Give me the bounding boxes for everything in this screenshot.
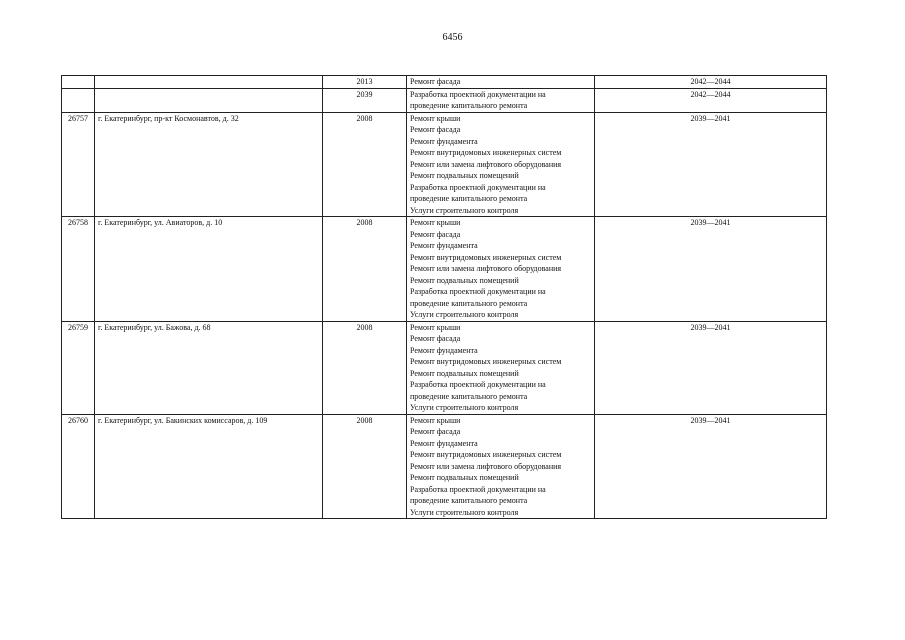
year-cell: 2008 xyxy=(323,414,407,519)
work-item: Ремонт крыши xyxy=(410,322,461,332)
work-item: Ремонт или замена лифтового оборудования xyxy=(410,461,562,471)
table-row xyxy=(62,414,827,519)
work-item: Ремонт крыши xyxy=(410,113,461,123)
work-item: Разработка проектной документации на xyxy=(410,484,546,494)
work-item: Ремонт фундамента xyxy=(410,438,478,448)
work-item: Ремонт фасада xyxy=(410,229,461,239)
year-cell: 2039 xyxy=(323,88,407,112)
work-item: Разработка проектной документации на xyxy=(410,89,546,99)
work-item: проведение капитального ремонта xyxy=(410,496,528,505)
work-item: Разработка проектной документации на xyxy=(410,182,546,192)
building-id-cell: 26758 xyxy=(62,217,95,322)
work-item: Ремонт фасада xyxy=(410,427,461,436)
work-item: Ремонт подвальных помещений xyxy=(410,368,519,378)
page-number: 6456 xyxy=(442,32,463,43)
work-item: Ремонт крыши xyxy=(410,415,461,425)
address-cell xyxy=(95,76,323,89)
year-cell: 2008 xyxy=(323,321,407,414)
address-cell: г. Екатеринбург, ул. Бакинских комиссаров, д. 109 xyxy=(95,414,323,519)
work-item: Ремонт или замена лифтового оборудования xyxy=(410,159,562,169)
building-id-cell: 26759 xyxy=(62,321,95,414)
work-item: Ремонт внутридомовых инженерных систем xyxy=(410,148,562,157)
address-cell xyxy=(95,88,323,112)
work-item: проведение капитального ремонта xyxy=(410,391,528,401)
table-body xyxy=(62,76,827,519)
work-item: проведение капитального ремонта xyxy=(410,298,528,308)
works-cell xyxy=(407,321,595,414)
works-cell xyxy=(407,76,595,89)
work-item: Ремонт внутридомовых инженерных систем xyxy=(410,450,562,459)
works-cell xyxy=(407,112,595,217)
work-item: Ремонт фасада xyxy=(410,77,461,86)
work-item: Ремонт внутридомовых инженерных систем xyxy=(410,357,562,366)
table-row xyxy=(62,76,827,89)
period-cell: 2039—2041 xyxy=(595,414,827,519)
work-item: Услуги строительного контроля xyxy=(410,403,519,412)
building-id-cell xyxy=(62,88,95,112)
works-cell xyxy=(407,217,595,322)
year-cell: 2008 xyxy=(323,217,407,322)
year-cell: 2008 xyxy=(323,112,407,217)
work-item: Ремонт фундамента xyxy=(410,241,478,250)
table-row xyxy=(62,217,827,322)
work-item: Ремонт фундамента xyxy=(410,136,478,146)
year-cell: 2013 xyxy=(323,76,407,89)
work-item: Ремонт или замена лифтового оборудования xyxy=(410,264,562,273)
work-item: Ремонт внутридомовых инженерных систем xyxy=(410,252,562,262)
period-cell: 2039—2041 xyxy=(595,112,827,217)
address-cell: г. Екатеринбург, ул. Бажова, д. 68 xyxy=(95,321,323,414)
work-item: Ремонт подвальных помещений xyxy=(410,473,519,482)
period-cell: 2039—2041 xyxy=(595,217,827,322)
work-item: Ремонт фасада xyxy=(410,334,461,343)
work-item: Услуги строительного контроля xyxy=(410,507,519,517)
capital-repair-table xyxy=(61,75,827,519)
works-cell xyxy=(407,414,595,519)
work-item: Услуги строительного контроля xyxy=(410,205,519,215)
table-row xyxy=(62,321,827,414)
period-cell: 2042—2044 xyxy=(595,76,827,89)
building-id-cell xyxy=(62,76,95,89)
period-cell: 2039—2041 xyxy=(595,321,827,414)
work-item: проведение капитального ремонта xyxy=(410,194,528,203)
work-item: Разработка проектной документации на xyxy=(410,380,546,389)
work-item: Услуги строительного контроля xyxy=(410,310,519,319)
work-item: проведение капитального ремонта xyxy=(410,101,528,110)
work-item: Ремонт фасада xyxy=(410,125,461,134)
address-cell: г. Екатеринбург, пр-кт Космонавтов, д. 32 xyxy=(95,112,323,217)
work-item: Ремонт фундамента xyxy=(410,345,478,355)
work-item: Ремонт подвальных помещений xyxy=(410,171,519,180)
work-item: Ремонт крыши xyxy=(410,218,461,227)
table-row xyxy=(62,112,827,217)
work-item: Разработка проектной документации на xyxy=(410,287,546,296)
building-id-cell: 26757 xyxy=(62,112,95,217)
works-cell xyxy=(407,88,595,112)
period-cell: 2042—2044 xyxy=(595,88,827,112)
work-item: Ремонт подвальных помещений xyxy=(410,275,519,285)
address-cell: г. Екатеринбург, ул. Авиаторов, д. 10 xyxy=(95,217,323,322)
building-id-cell: 26760 xyxy=(62,414,95,519)
table-row xyxy=(62,88,827,112)
